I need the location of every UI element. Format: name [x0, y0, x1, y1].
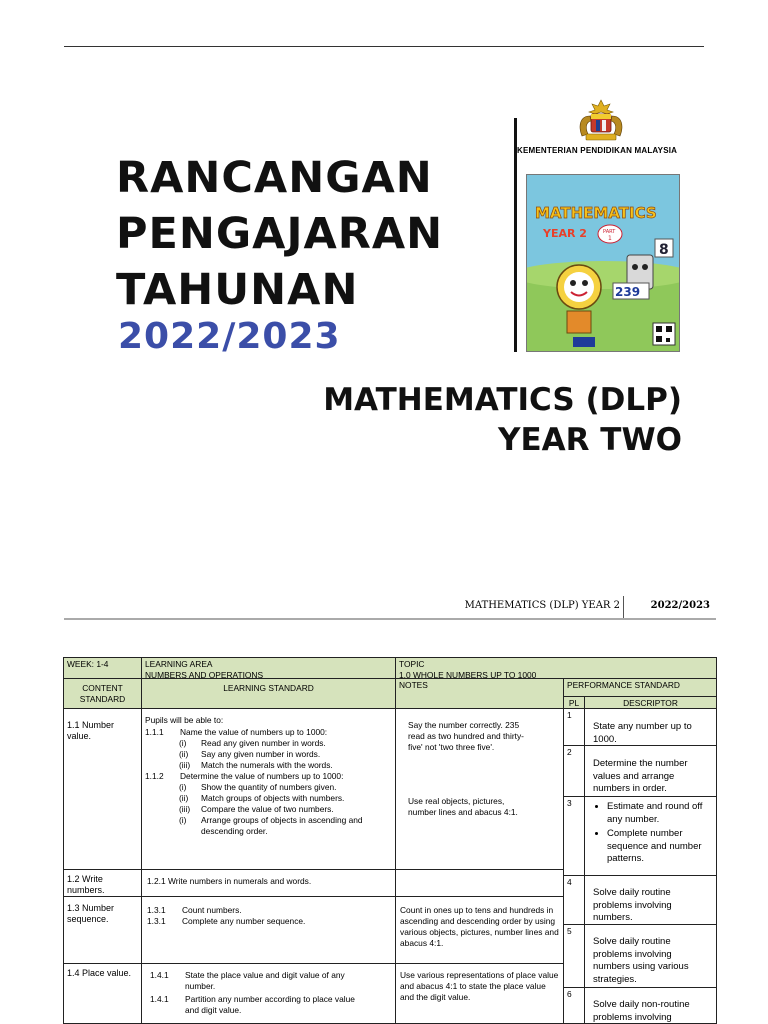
title-line: PENGAJARAN — [116, 209, 444, 259]
notes-1-1: Say the number correctly. 235 read as two hundred and thirty-five' not 'two three five'. Use real objects, pictures, number lines and abacus 4:1. — [395, 708, 564, 870]
header-performance-standard: PERFORMANCE STANDARD — [563, 678, 717, 697]
pl-number: 2 — [563, 745, 585, 797]
learning-item: 1.4.1 Partition any number according to place value and digit value. — [150, 994, 355, 1015]
learning-subitem: (iii) Match the numerals with the words. — [179, 760, 333, 770]
pl-descriptor: State any number up to 1000. — [584, 708, 717, 746]
header-pl: PL — [563, 696, 585, 709]
subject-line: MATHEMATICS (DLP) — [323, 382, 682, 418]
pl-descriptor: Solve daily non-routine problems involving — [584, 987, 717, 1024]
pl-bullet: • Complete number sequence and number patterns. — [607, 828, 712, 866]
notes-1-2 — [395, 869, 564, 897]
learning-standard-1-2: 1.2.1 Write numbers in numerals and words. — [141, 869, 396, 897]
learning-item: 1.3.1 Count numbers. — [147, 905, 242, 915]
notes-1-3: Count in ones up to tens and hundreds in ascending and descending order by using various objects, pictures, number lines and abacus 4:1. — [395, 896, 564, 964]
pl-descriptor: Determine the number values and arrange numbers in order. — [584, 745, 717, 797]
book-number-a: 8 — [659, 242, 669, 258]
ministry-crest-icon — [570, 96, 632, 144]
running-header-year: 2022/2023 — [650, 600, 710, 611]
learning-standard-1-4 — [141, 963, 396, 1024]
learning-subitem: (ii) Match groups of objects with numbers. — [179, 793, 345, 803]
pl-bullet: • Estimate and round off any number. — [607, 801, 712, 826]
running-header-title: MATHEMATICS (DLP) YEAR 2 — [464, 600, 620, 611]
learning-item: 1.1.2 Determine the value of numbers up to 1000: — [145, 771, 344, 781]
cover-subject — [323, 380, 682, 460]
top-rule — [64, 46, 704, 47]
pl-number: 5 — [563, 924, 585, 988]
notes-1-4: Use various representations of place value and abacus 4:1 to state the place value and the digit value. — [395, 963, 564, 1024]
learning-subitem: (i) Show the quantity of numbers given. — [179, 782, 337, 792]
learning-standard-1-1 — [141, 708, 396, 870]
learning-area-cell: LEARNING AREA NUMBERS AND OPERATIONS — [141, 657, 396, 679]
lesson-plan-table — [63, 657, 717, 1024]
content-standard-1-3: 1.3 Number sequence. — [63, 896, 142, 964]
learning-lead: Pupils will be able to: — [145, 715, 224, 725]
cover-title — [116, 150, 443, 318]
subject-line: YEAR TWO — [498, 422, 682, 458]
title-line: TAHUNAN — [116, 265, 359, 315]
learning-subitem: (iii) Compare the value of two numbers. — [179, 804, 334, 814]
week-cell: WEEK: 1-4 — [63, 657, 142, 679]
book-part-label: PART — [603, 229, 616, 235]
textbook-cover — [526, 174, 680, 352]
pl-number: 3 — [563, 796, 585, 876]
content-standard-1-2: 1.2 Write numbers. — [63, 869, 142, 897]
learning-item: 1.3.1 Complete any number sequence. — [147, 916, 306, 926]
learning-item: 1.1.1 Name the value of numbers up to 1000: — [145, 727, 328, 737]
pl-descriptor: Solve daily routine problems involving numbers. — [584, 875, 717, 925]
ministry-name: KEMENTERIAN PENDIDIKAN MALAYSIA — [517, 146, 678, 155]
content-standard-1-4: 1.4 Place value. — [63, 963, 142, 1024]
pl-descriptor — [584, 796, 717, 876]
topic-cell: TOPIC 1.0 WHOLE NUMBERS UP TO 1000 — [395, 657, 717, 679]
header-content-standard: CONTENT STANDARD — [63, 678, 142, 709]
book-number-b: 239 — [615, 285, 641, 299]
title-line: RANCANGAN — [116, 153, 433, 203]
book-title: MATHEMATICS — [535, 204, 657, 222]
cover-year: 2022/2023 — [118, 316, 341, 357]
header-notes: NOTES — [395, 678, 564, 709]
header-learning-standard: LEARNING STANDARD — [141, 678, 396, 709]
pl-number: 6 — [563, 987, 585, 1024]
book-year: YEAR 2 — [543, 227, 587, 240]
learning-standard-1-3 — [141, 896, 396, 964]
pl-number: 4 — [563, 875, 585, 925]
learning-subitem: (i) Arrange groups of objects in ascending and descending order. — [179, 815, 363, 836]
pl-number: 1 — [563, 708, 585, 746]
pl-descriptor: Solve daily routine problems involving numbers using various strategies. — [584, 924, 717, 988]
learning-subitem: (ii) Say any given number in words. — [179, 749, 321, 759]
book-part-number: 1 — [608, 235, 612, 242]
learning-subitem: (i) Read any given number in words. — [179, 738, 326, 748]
learning-item: 1.4.1 State the place value and digit value of any number. — [150, 970, 345, 991]
content-standard-1-1: 1.1 Number value. — [63, 708, 142, 870]
running-header — [64, 596, 716, 620]
header-descriptor: DESCRIPTOR — [584, 696, 717, 709]
running-header-separator — [623, 596, 624, 618]
